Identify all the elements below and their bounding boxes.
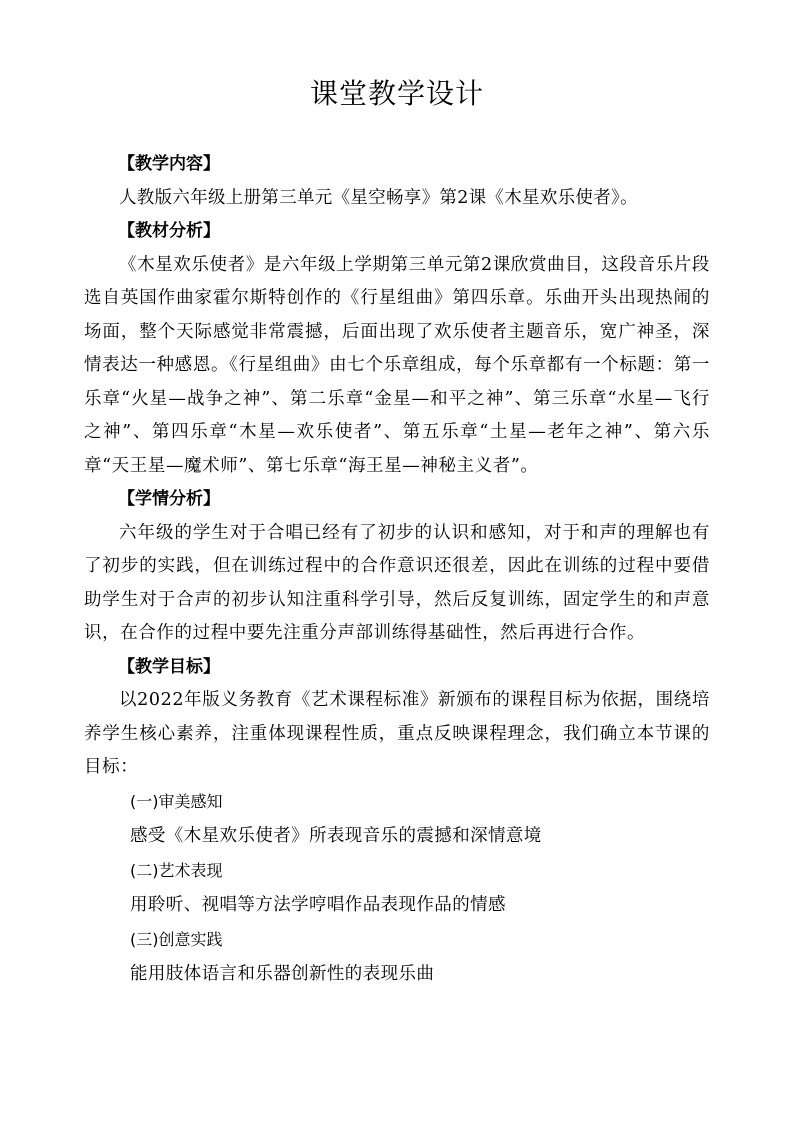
- goal-label-3: (三)创意实践: [130, 929, 223, 949]
- goal-text-2: 用聆听、视唱等方法学哼唱作品表现作品的情感: [130, 895, 506, 915]
- content-paragraph: 人教版六年级上册第三单元《星空畅享》第2课《木星欢乐使者》。: [119, 187, 638, 208]
- goal-text-1: 感受《木星欢乐使者》所表现音乐的震撼和深情意境: [130, 826, 542, 846]
- section-heading-content: 【教学内容】: [118, 154, 220, 174]
- students-paragraph: 六年级的学生对于合唱已经有了初步的认识和感知，对于和声的理解也有了初步的实践，但在训练过程中的合作意识还很差，因此在训练的过程中要借助学生对于合声的初步认知注重科学引导，然后反复训练，固定学生的和声意识，在合作的过程中要先注重分声部训练得基础性，然后再进行合作。: [84, 522, 710, 643]
- section-heading-goals: 【教学目标】: [118, 656, 220, 677]
- goal-label-1: (一)审美感知: [130, 791, 223, 811]
- material-paragraph: 《木星欢乐使者》是六年级上学期第三单元第2课欣赏曲目，这段音乐片段选自英国作曲家霍尔斯特创作的《行星组曲》第四乐章。乐曲开头出现热闹的场面，整个天际感觉非常震撼，后面出现了欢乐使者主题音乐，宽广神圣，深情表达一种感恩。《行星组曲》由七个乐章组成，每个乐章都有一个标题：第一乐章“火星—战争之神”、第二乐章“金星—和平之神”、第三乐章“水星—飞行之神”、第四乐章“木星—欢乐使者”、第五乐章“土星—老年之神”、第六乐章“天王星—魔术师”、第七乐章“海王星—神秘主义者”。: [84, 254, 710, 476]
- document-body: [84, 148, 710, 992]
- goal-label-2: (二)艺术表现: [130, 860, 223, 880]
- goals-paragraph: 以2022年版义务教育《艺术课程标准》新颁布的课程目标为依据，围绕培养学生核心素养，注重体现课程性质，重点反映课程理念，我们确立本节课的目标：: [84, 690, 710, 777]
- section-heading-students: 【学情分析】: [118, 489, 220, 509]
- page-title: 课堂教学设计: [309, 77, 484, 110]
- section-heading-material: 【教材分析】: [118, 221, 220, 241]
- goal-text-3: 能用肢体语言和乐器创新性的表现乐曲: [130, 964, 435, 984]
